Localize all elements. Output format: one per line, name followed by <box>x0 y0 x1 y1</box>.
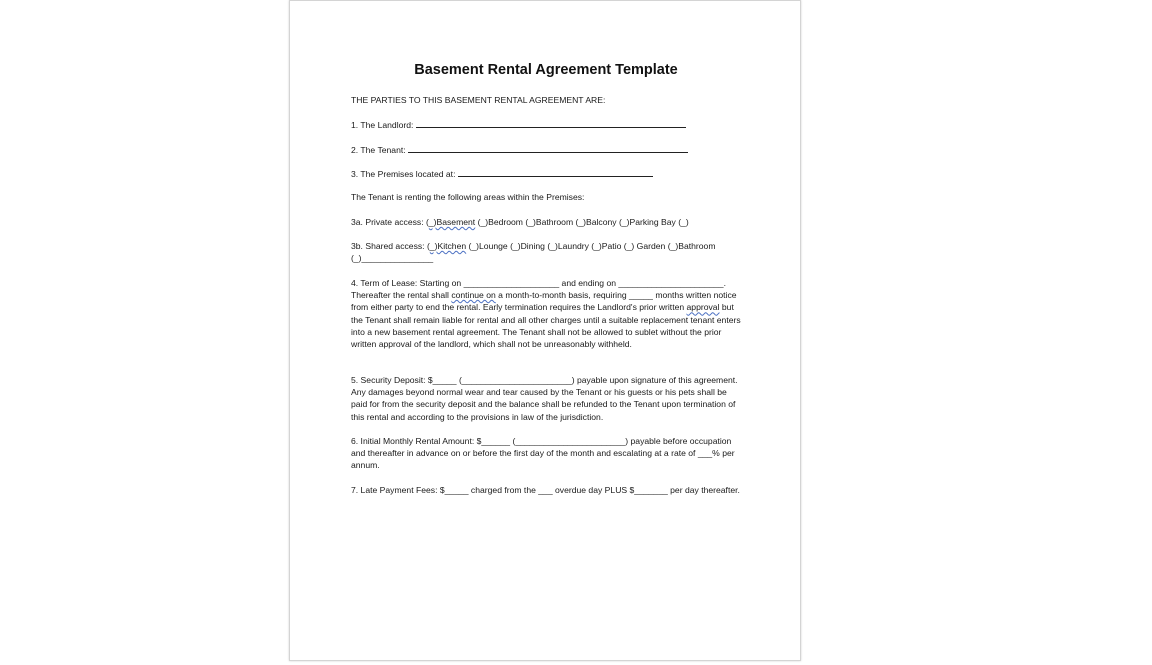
landlord-line <box>351 118 745 131</box>
premises-line <box>351 167 745 180</box>
term-of-lease-approval: approval <box>686 302 720 313</box>
term-of-lease-text-a: Thereafter the rental shall <box>351 290 452 301</box>
security-deposit-clause: 5. Security Deposit: $_____ (_______________________) payable upon signature of this agreement. Any damages beyond normal wear and tear caused by the Tenant or his guests or his pets shall be paid for from the security deposit and the balance shall be refunded to the Tenant upon termination of this rental and according to the provisions in law of the jurisdiction. <box>351 375 740 422</box>
term-of-lease-continue-on: continue on <box>451 290 496 301</box>
tenant-label: 2. The Tenant: <box>351 145 406 155</box>
private-access-line <box>351 216 745 228</box>
landlord-label: 1. The Landlord: <box>351 120 414 130</box>
term-of-lease-dates: 4. Term of Lease: Starting on ____________________ and ending on ______________________. <box>351 278 726 288</box>
term-of-lease-clause <box>351 277 745 350</box>
parties-heading: THE PARTIES TO THIS BASEMENT RENTAL AGREEMENT ARE: <box>351 95 606 105</box>
private-access-lead: 3a. Private access: ( <box>351 217 429 227</box>
areas-intro: The Tenant is renting the following areas within the Premises: <box>351 192 585 202</box>
tenant-line <box>351 143 745 156</box>
monthly-rental-clause: 6. Initial Monthly Rental Amount: $______ (_______________________) payable before occupation and thereafter in advance on or before the first day of the month and escalating at a rate of ___% per annum. <box>351 436 738 471</box>
late-payment-clause: 7. Late Payment Fees: $_____ charged from the ___ overdue day PLUS $_______ per day thereafter. <box>351 485 740 495</box>
premises-label: 3. The Premises located at: <box>351 169 456 179</box>
document-page <box>289 0 801 661</box>
shared-access-options: (_)Lounge (_)Dining (_)Laundry (_)Patio (_) Garden (_)Bathroom <box>466 241 716 251</box>
shared-access-kitchen: _)Kitchen <box>429 241 467 251</box>
shared-access-lead: 3b. Shared access: ( <box>351 241 430 251</box>
tenant-blank <box>408 143 688 153</box>
shared-access-other: (_)_______________ <box>351 253 434 264</box>
premises-blank <box>458 167 653 177</box>
term-of-lease-text-b: a month-to-month basis, requiring _____ months written notice from either party to end the rental. Early termination requires the Landlord's prior written <box>351 290 739 313</box>
private-access-basement: _)Basement <box>428 217 476 227</box>
landlord-blank <box>416 118 686 128</box>
shared-access-line <box>351 240 745 264</box>
document-title: Basement Rental Agreement Template <box>414 62 678 78</box>
term-of-lease-text-c: but the Tenant shall remain liable for rental and all other charges until a suitable replacement tenant enters into a new basement rental agreement. The Tenant shall not be allowed to sublet without the prior written approval of the landlord, which shall not be unreasonably withheld. <box>351 302 744 350</box>
private-access-options: (_)Bedroom (_)Bathroom (_)Balcony (_)Parking Bay (_) <box>475 217 689 227</box>
